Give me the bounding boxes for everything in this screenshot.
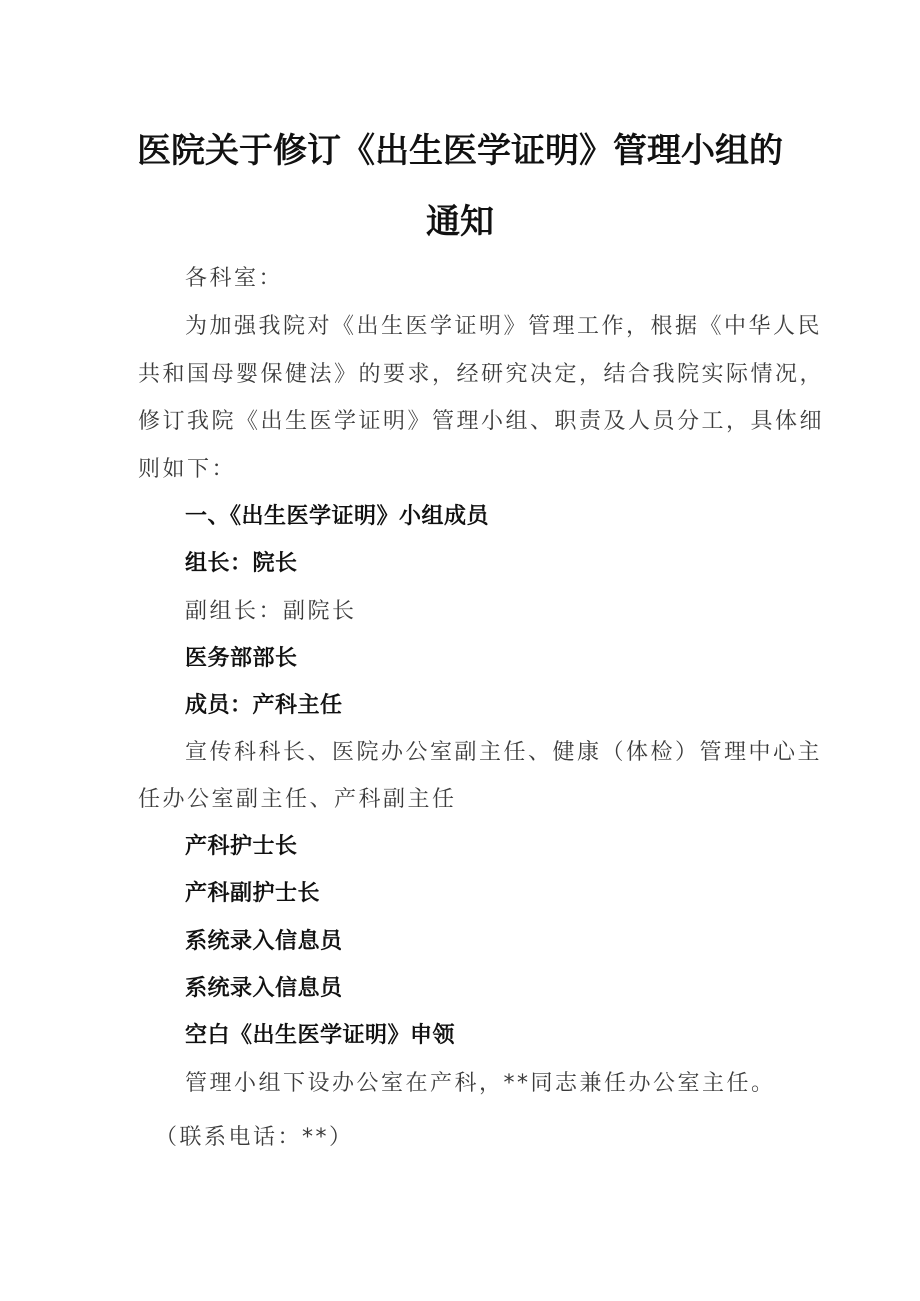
document-title-line-2: 通知 — [426, 202, 494, 242]
intro-line-3: 修订我院《出生医学证明》管理小组、职责及人员分工，具体细 — [138, 409, 825, 434]
section-1-heading: 一、《出生医学证明》小组成员 — [185, 504, 490, 529]
medical-dept-head: 医务部部长 — [185, 646, 298, 671]
intro-line-2: 共和国母婴保健法》的要求，经研究决定，结合我院实际情况， — [138, 362, 825, 387]
info-entry-clerk-1: 系统录入信息员 — [185, 929, 343, 954]
deputy-head-nurse: 产科副护士长 — [185, 881, 321, 906]
deputy-group-leader: 副组长：副院长 — [185, 599, 357, 624]
group-leader: 组长：院长 — [185, 551, 298, 576]
office-note: 管理小组下设办公室在产科，**同志兼任办公室主任。 — [185, 1071, 776, 1096]
salutation: 各科室： — [185, 266, 284, 291]
members-line-1: 宣传科科长、医院办公室副主任、健康（体检）管理中心主 — [185, 740, 823, 765]
document-title-line-1: 医院关于修订《出生医学证明》管理小组的 — [137, 131, 783, 171]
contact-phone: （联系电话：**） — [155, 1125, 354, 1150]
info-entry-clerk-2: 系统录入信息员 — [185, 976, 343, 1001]
members-line-2: 任办公室副主任、产科副主任 — [138, 787, 457, 812]
head-nurse: 产科护士长 — [185, 834, 298, 859]
blank-certificate-claim: 空白《出生医学证明》申领 — [185, 1023, 456, 1048]
intro-line-1: 为加强我院对《出生医学证明》管理工作，根据《中华人民 — [185, 314, 823, 339]
members-heading: 成员：产科主任 — [185, 693, 343, 718]
intro-line-4: 则如下： — [138, 457, 237, 482]
